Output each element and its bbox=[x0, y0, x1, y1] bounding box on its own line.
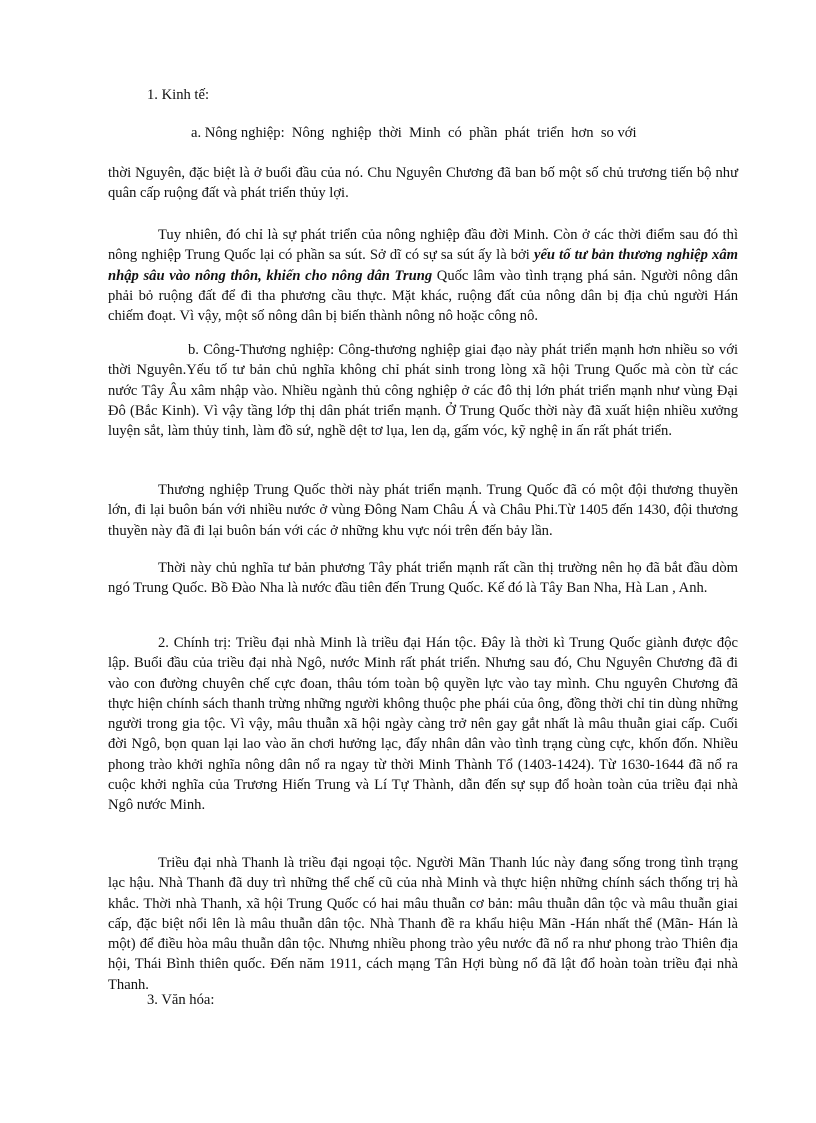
agriculture-decline-text-start: Tuy nhiên, đó chỉ là sự phát triển của nông nghiệp đầu đời Minh. Còn ở các thời điểm sau đó thì nông nghiệp Trung Quốc lại có phần sa sút. Sở dĩ có sự sa sút ấy là bởi bbox=[108, 227, 738, 264]
paragraph-industry-commerce: b. Công-Thương nghiệp: Công-thương nghiệp giai đạo này phát triển mạnh hơn nhiều so với thời Nguyên.Yếu tố tư bản chủ nghĩa không chỉ phát sinh trong lòng xã hội Trung Quốc mà còn từ các nước Tây Âu xâm nhập vào. Nhiều ngành thủ công nghiệp ở các đô thị lớn phát triển mạnh như vùng Đại Đô (Bắc Kinh). Vì vậy tầng lớp thị dân phát triển mạnh. Ở Trung Quốc thời này đã xuất hiện nhiều xưởng luyện sắt, làm thủy tinh, làm đồ sứ, nghề dệt tơ lụa, len dạ, gấm vóc, kỹ nghệ in ấn rất phát triển. bbox=[108, 342, 738, 440]
subsection-heading-agriculture: a. Nông nghiệp: Nông nghiệp thời Minh có phần phát triển hơn so với bbox=[191, 125, 637, 141]
paragraph-agriculture-decline bbox=[108, 225, 738, 326]
agriculture-decline-text-end: Quốc lâm vào tình trạng phá sản. Người nông dân phải bỏ ruộng đất để đi tha phương cầu thực. Mặt khác, ruộng đất của nông dân bị địa chủ người Hán chiếm đoạt. Vì vậy, một số nông dân bị biến thành nông nô hoặc công nô. bbox=[108, 267, 738, 325]
paragraph-trade: Thương nghiệp Trung Quốc thời này phát triển mạnh. Trung Quốc đã có một đội thương thuyền lớn, đi lại buôn bán với nhiều nước ở vùng Đông Nam Châu Á và Châu Phi.Từ 1405 đến 1430, đội thương thuyền này đã đi lại buôn bán với các ở những khu vực nói trên đến bảy lần. bbox=[108, 482, 738, 539]
agriculture-decline-emphasis: yếu tố tư bản thương nghiệp xâm nhập sâu vào nông thôn, khiến cho nông dân Trung bbox=[108, 247, 738, 284]
paragraph-agriculture-intro: thời Nguyên, đặc biệt là ở buổi đầu của nó. Chu Nguyên Chương đã ban bố một số chủ trương tiến bộ như quân cấp ruộng đất và phát triển thủy lợi. bbox=[108, 165, 738, 202]
section-heading-culture: 3. Văn hóa: bbox=[147, 992, 215, 1008]
paragraph-western-contact: Thời này chủ nghĩa tư bản phương Tây phát triển mạnh rất cần thị trường nên họ đã bắt đầu dòm ngó Trung Quốc. Bồ Đào Nha là nước đầu tiên đến Trung Quốc. Kế đó là Tây Ban Nha, Hà Lan , Anh. bbox=[108, 560, 738, 597]
paragraph-qing-dynasty: Triều đại nhà Thanh là triều đại ngoại tộc. Người Mãn Thanh lúc này đang sống trong tình trạng lạc hậu. Nhà Thanh đã duy trì những thể chế cũ của nhà Minh và thực hiện những chính sách thống trị hà khắc. Thời nhà Thanh, xã hội Trung Quốc có hai mâu thuẫn cơ bản: mâu thuẫn dân tộc và mâu thuẫn giai cấp, đặc biệt nổi lên là mâu thuẫn dân tộc. Nhà Thanh đề ra khẩu hiệu Mãn -Hán nhất thể (Mãn- Hán là một) để điều hòa mâu thuẫn dân tộc. Nhưng nhiều phong trào yêu nước đã nổ ra như phong trào Thiên địa hội, Thái Bình thiên quốc. Đến năm 1911, cách mạng Tân Hợi bùng nổ đã lật đổ hoàn toàn triều đại nhà Thanh. bbox=[108, 855, 738, 993]
paragraph-politics: 2. Chính trị: Triều đại nhà Minh là triều đại Hán tộc. Đây là thời kì Trung Quốc giành được độc lập. Buổi đầu của triều đại nhà Ngô, nước Minh rất phát triển. Nhưng sau đó, Chu Nguyên Chương đã đi vào con đường chuyên chế cực đoan, thâu tóm toàn bộ quyền lực vào tay mình. Chu nguyên Chương đã thực hiện chính sách thanh trừng những người không thuộc phe phái của ông, đồng thời chỉ tin dùng những người trong gia tộc. Vì vậy, mâu thuẫn xã hội ngày càng trở nên gay gắt nhất là mâu thuẫn giai cấp. Cuối đời Ngô, bọn quan lại lao vào ăn chơi hưởng lạc, đẩy nhân dân vào tình trạng cùng cực, khốn đốn. Nhiều phong trào khởi nghĩa nông dân nổ ra ngay từ thời Minh Thành Tổ (1403-1424). Từ 1630-1644 đã nổ ra cuộc khởi nghĩa của Trương Hiến Trung và Lí Tự Thành, dẫn đến sự sụp đổ hoàn toàn của triều đại nhà Ngô nước Minh. bbox=[108, 635, 738, 814]
section-heading-economy: 1. Kinh tế: bbox=[147, 87, 210, 103]
